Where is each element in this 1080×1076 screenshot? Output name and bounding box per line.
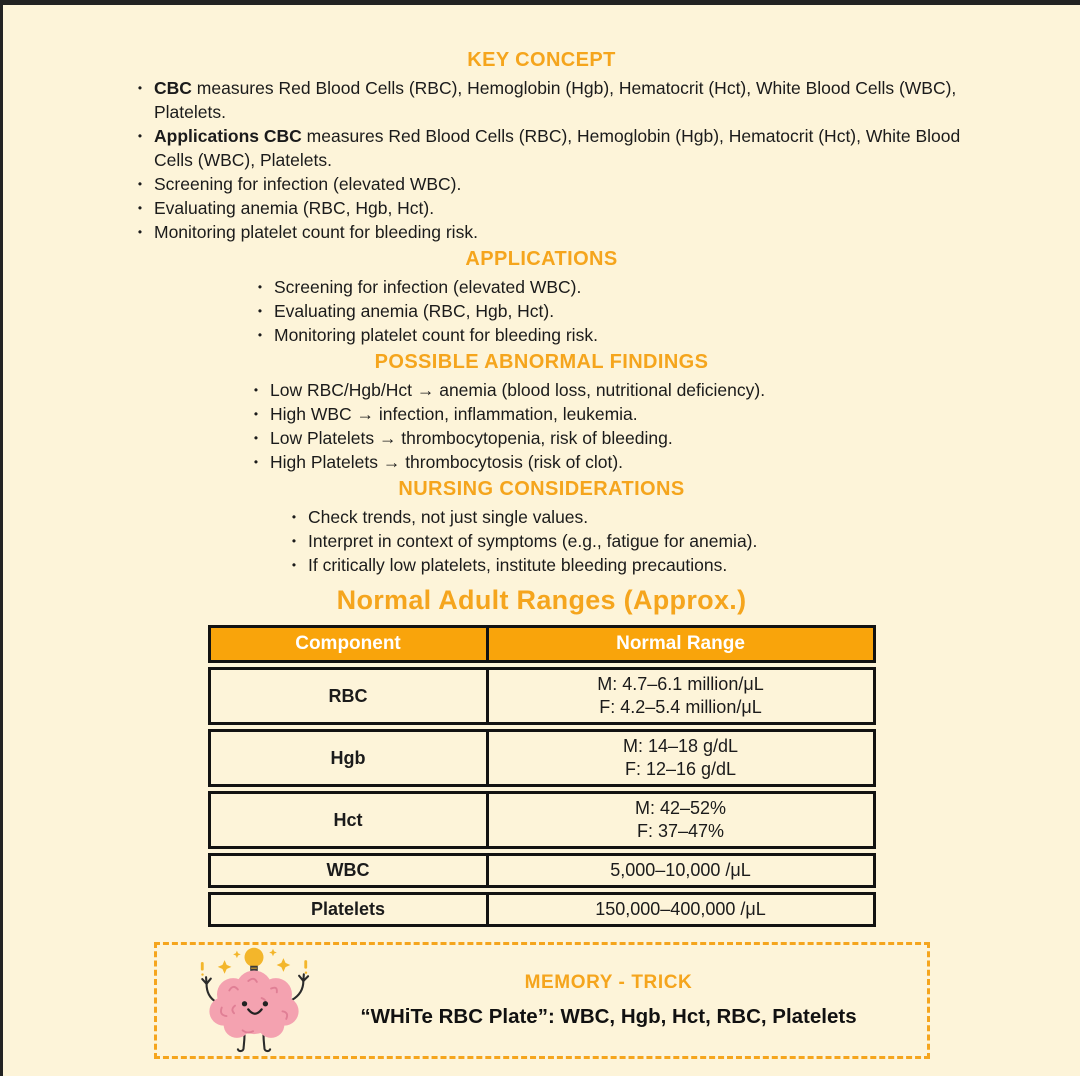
list-item	[249, 402, 1080, 426]
bullet-icon: •	[257, 328, 263, 342]
bullet-icon: •	[291, 558, 297, 572]
list-item	[253, 275, 1080, 299]
mascot-legs	[237, 1034, 269, 1051]
range-line: F: 4.2–5.4 million/μL	[599, 697, 762, 717]
table-title: Normal Adult Ranges (Approx.)	[336, 585, 747, 615]
range-line: M: 42–52%	[634, 798, 727, 818]
range-line: M: 14–18 g/dL	[622, 736, 739, 756]
table-row-hgb	[208, 729, 876, 787]
list-item-text: Monitoring platelet count for bleeding risk.	[154, 222, 478, 242]
list-item-text: Screening for infection (elevated WBC).	[154, 174, 462, 194]
range-cell	[489, 732, 873, 784]
memory-trick-content	[315, 972, 927, 1029]
table-row-rbc	[208, 667, 876, 725]
range-line: M: 4.7–6.1 million/μL	[597, 674, 764, 694]
list-item-text	[154, 124, 985, 172]
list-item	[249, 378, 1080, 402]
range-cell	[489, 895, 873, 924]
memory-trick-box	[154, 942, 930, 1059]
table-header-row	[208, 625, 876, 663]
list-item-text: Low Platelets → thrombocytopenia, risk of bleeding.	[270, 428, 673, 448]
list-item	[133, 196, 985, 220]
list-item-text	[154, 76, 985, 124]
list-item-text: If critically low platelets, institute bleeding precautions.	[308, 555, 728, 575]
bullet-icon: •	[137, 129, 143, 143]
list-item	[249, 426, 1080, 450]
range-line: 150,000–400,000 /μL	[595, 899, 766, 919]
component-cell: RBC	[211, 670, 489, 722]
bullet-icon: •	[137, 201, 143, 215]
list-item-text: Monitoring platelet count for bleeding risk.	[274, 325, 598, 345]
bullet-icon: •	[137, 225, 143, 239]
range-cell	[489, 670, 873, 722]
bullet-icon: •	[257, 304, 263, 318]
range-cell	[489, 856, 873, 885]
list-item	[133, 76, 985, 124]
list-item	[287, 553, 1080, 577]
bullet-icon: •	[291, 510, 297, 524]
list-item	[287, 529, 1080, 553]
section-heading-applications: APPLICATIONS	[465, 248, 618, 270]
table-header-component: Component	[211, 628, 489, 660]
list-item-lead: CBC	[154, 78, 192, 98]
section-heading-key-concept: KEY CONCEPT	[467, 49, 616, 71]
brain-with-lightbulb-icon	[193, 943, 315, 1055]
nursing-considerations-list	[3, 505, 1080, 577]
range-line: 5,000–10,000 /μL	[610, 860, 751, 880]
list-item-lead: Applications CBC	[154, 126, 302, 146]
bullet-icon: •	[253, 431, 259, 445]
list-item-text: Check trends, not just single values.	[308, 507, 589, 527]
list-item	[133, 220, 985, 244]
table-row-hct	[208, 791, 876, 849]
list-item-rest: measures Red Blood Cells (RBC), Hemoglobin (Hgb), Hematocrit (Hct), White Blood Cells (WBC), Platelets.	[154, 78, 957, 122]
table-row-platelets	[208, 892, 876, 927]
abnormal-findings-list	[3, 378, 1080, 474]
component-cell: Platelets	[211, 895, 489, 924]
list-item	[253, 323, 1080, 347]
memory-trick-text: “WHiTe RBC Plate”: WBC, Hgb, Hct, RBC, Platelets	[360, 1005, 857, 1028]
applications-list	[3, 275, 1080, 347]
list-item	[133, 124, 985, 172]
bullet-icon: •	[253, 407, 259, 421]
bullet-icon: •	[253, 383, 259, 397]
table-row-wbc	[208, 853, 876, 888]
list-item-text: Low RBC/Hgb/Hct → anemia (blood loss, nutritional deficiency).	[270, 380, 766, 400]
list-item	[287, 505, 1080, 529]
table-header-normal-range: Normal Range	[616, 633, 745, 654]
normal-ranges-table	[208, 625, 876, 927]
brain-body	[209, 971, 298, 1038]
list-item	[249, 450, 1080, 474]
brain-mascot-illustration	[193, 943, 315, 1060]
bullet-icon: •	[291, 534, 297, 548]
range-line: F: 37–47%	[636, 821, 725, 841]
key-concept-list	[3, 76, 1080, 244]
bullet-icon: •	[253, 455, 259, 469]
memory-trick-heading: MEMORY - TRICK	[524, 972, 693, 993]
section-heading-abnormal-findings: POSSIBLE ABNORMAL FINDINGS	[374, 351, 709, 373]
list-item-text: High WBC → infection, inflammation, leukemia.	[270, 404, 638, 424]
section-heading-nursing-considerations: NURSING CONSIDERATIONS	[398, 478, 685, 500]
list-item-text: Screening for infection (elevated WBC).	[274, 277, 582, 297]
list-item	[253, 299, 1080, 323]
lightbulb-icon	[244, 948, 263, 973]
range-line: F: 12–16 g/dL	[624, 759, 737, 779]
list-item-text: Evaluating anemia (RBC, Hgb, Hct).	[154, 198, 435, 218]
bullet-icon: •	[137, 177, 143, 191]
range-cell	[489, 794, 873, 846]
list-item-rest: measures Red Blood Cells (RBC), Hemoglobin (Hgb), Hematocrit (Hct), White Blood Cells (WBC), Platelets.	[154, 126, 961, 170]
list-item-text: High Platelets → thrombocytosis (risk of clot).	[270, 452, 624, 472]
list-item	[133, 172, 985, 196]
component-cell: Hct	[211, 794, 489, 846]
component-cell: WBC	[211, 856, 489, 885]
bullet-icon: •	[257, 280, 263, 294]
list-item-text: Interpret in context of symptoms (e.g., fatigue for anemia).	[308, 531, 758, 551]
list-item-text: Evaluating anemia (RBC, Hgb, Hct).	[274, 301, 555, 321]
component-cell: Hgb	[211, 732, 489, 784]
bullet-icon: •	[137, 81, 143, 95]
